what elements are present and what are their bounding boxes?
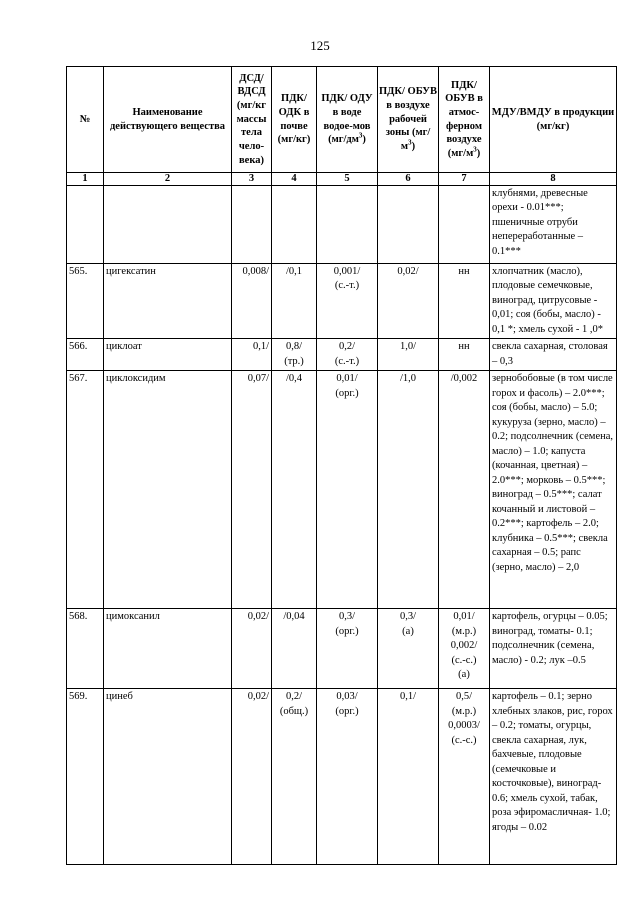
water-value: 0,2/ (с.-т.) [317, 339, 378, 371]
table-row [67, 371, 617, 609]
header-water: ПДК/ ОДУ в воде водое-мов $(мг/дм^3)$ [317, 67, 378, 173]
header-work-air-text: ПДК/ ОБУВ в воздухе рабочей зоны (мг/м [379, 86, 437, 152]
column-number: 5 [317, 173, 378, 186]
work-air-value: 0,02/ [378, 264, 439, 339]
header-mrl: МДУ/ВМДУ в продукции (мг/кг) [490, 67, 617, 173]
column-number: 2 [104, 173, 232, 186]
substance-name: циклоксидим [104, 371, 232, 609]
mrl-value: картофель, огурцы – 0.05; виноград, томаты- 0.1; подсолнечник (семена, масло) - 0.2; лук –0.5 [490, 609, 617, 689]
atm-air-value: 0,5/ (м.р.) 0,0003/ (с.-с.) [439, 689, 490, 865]
header-water-text: ПДК/ ОДУ в воде водое-мов (мг/дм [321, 93, 373, 146]
work-air-value: 1,0/ [378, 339, 439, 371]
substance-name: цинеб [104, 689, 232, 865]
column-number: 1 [67, 173, 104, 186]
table-row [67, 264, 617, 339]
substance-name: циклоат [104, 339, 232, 371]
header-name: Наименование действующего вещества [104, 67, 232, 173]
header-work-air: ПДК/ ОБУВ в воздухе рабочей зоны $(мг/м^3)$ [378, 67, 439, 173]
continuation-text: клубнями, древесные орехи - 0.01***; пшеничные отруби непереработанные – 0.1*** [490, 186, 617, 264]
column-number: 3 [232, 173, 272, 186]
header-atm-air-text: ПДК/ ОБУВ в атмос-ферном воздухе (мг/м [445, 79, 483, 159]
column-number-row [67, 173, 617, 186]
adi-value: 0,02/ [232, 689, 272, 865]
work-air-value: 0,1/ [378, 689, 439, 865]
pesticide-table [66, 66, 617, 865]
soil-value: /0,04 [272, 609, 317, 689]
substance-name: цигексатин [104, 264, 232, 339]
soil-value: 0,2/ (общ.) [272, 689, 317, 865]
mrl-value: зернобобовые (в том числе горох и фасоль) – 2.0***; соя (бобы, масло) – 5.0; кукуруза (зерно, масло) – 0.2; подсолнечник (семена, масло) – 1.0; капуста (кочанная, цветная) – 2.0***; морковь – 0.5***; виноград – 0.5***; салат кочанный и листовой – 0.2***; картофель – 2.0; клубника – 0.5***; свекла сахарная – 0.5; рапс (зерно, масло) – 2,0 [490, 371, 617, 609]
column-number: 8 [490, 173, 617, 186]
water-value: 0,3/ (орг.) [317, 609, 378, 689]
mrl-value: хлопчатник (масло), плодовые семечковые, виноград, цитрусовые - 0,01; соя (бобы, масло) - 0,1 *; хмель сухой - 1 ,0* [490, 264, 617, 339]
mrl-value: свекла сахарная, столовая – 0,3 [490, 339, 617, 371]
atm-air-value: 0,01/ (м.р.) 0,002/ (с.-с.) (а) [439, 609, 490, 689]
work-air-value: /1,0 [378, 371, 439, 609]
page-number: 125 [310, 38, 330, 53]
soil-value: 0,8/ (тр.) [272, 339, 317, 371]
row-number: 566. [67, 339, 104, 371]
work-air-value: 0,3/ (а) [378, 609, 439, 689]
table-row [67, 689, 617, 865]
column-number: 6 [378, 173, 439, 186]
header-soil: ПДК/ ОДК в почве (мг/кг) [272, 67, 317, 173]
atm-air-value: нн [439, 264, 490, 339]
column-number: 7 [439, 173, 490, 186]
row-number: 568. [67, 609, 104, 689]
header-adi: ДСД/ ВДСД (мг/кг массы тела чело-века) [232, 67, 272, 173]
column-number: 4 [272, 173, 317, 186]
adi-value: 0,008/ [232, 264, 272, 339]
continuation-row [67, 186, 617, 264]
header-atm-air: ПДК/ ОБУВ в атмос-ферном воздухе $(мг/м^3)$ [439, 67, 490, 173]
mrl-value: картофель – 0.1; зерно хлебных злаков, рис, горох – 0.2; томаты, огурцы, свекла сахарная, лук, бахчевые, плодовые (семечковые и косточковые), виноград- 0.6; хмель сухой, табак, роза эфиромасличная- 1.0; ягоды – 0.02 [490, 689, 617, 865]
row-number: 565. [67, 264, 104, 339]
adi-value: 0,1/ [232, 339, 272, 371]
substance-name: цимоксанил [104, 609, 232, 689]
water-value: 0,01/ (орг.) [317, 371, 378, 609]
atm-air-value: /0,002 [439, 371, 490, 609]
adi-value: 0,02/ [232, 609, 272, 689]
water-value: 0,001/ (с.-т.) [317, 264, 378, 339]
row-number: 567. [67, 371, 104, 609]
header-num: № [67, 67, 104, 173]
soil-value: /0,4 [272, 371, 317, 609]
header-row [67, 67, 617, 173]
row-number: 569. [67, 689, 104, 865]
adi-value: 0,07/ [232, 371, 272, 609]
atm-air-value: нн [439, 339, 490, 371]
soil-value: /0,1 [272, 264, 317, 339]
table-row [67, 339, 617, 371]
water-value: 0,03/ (орг.) [317, 689, 378, 865]
table-row [67, 609, 617, 689]
